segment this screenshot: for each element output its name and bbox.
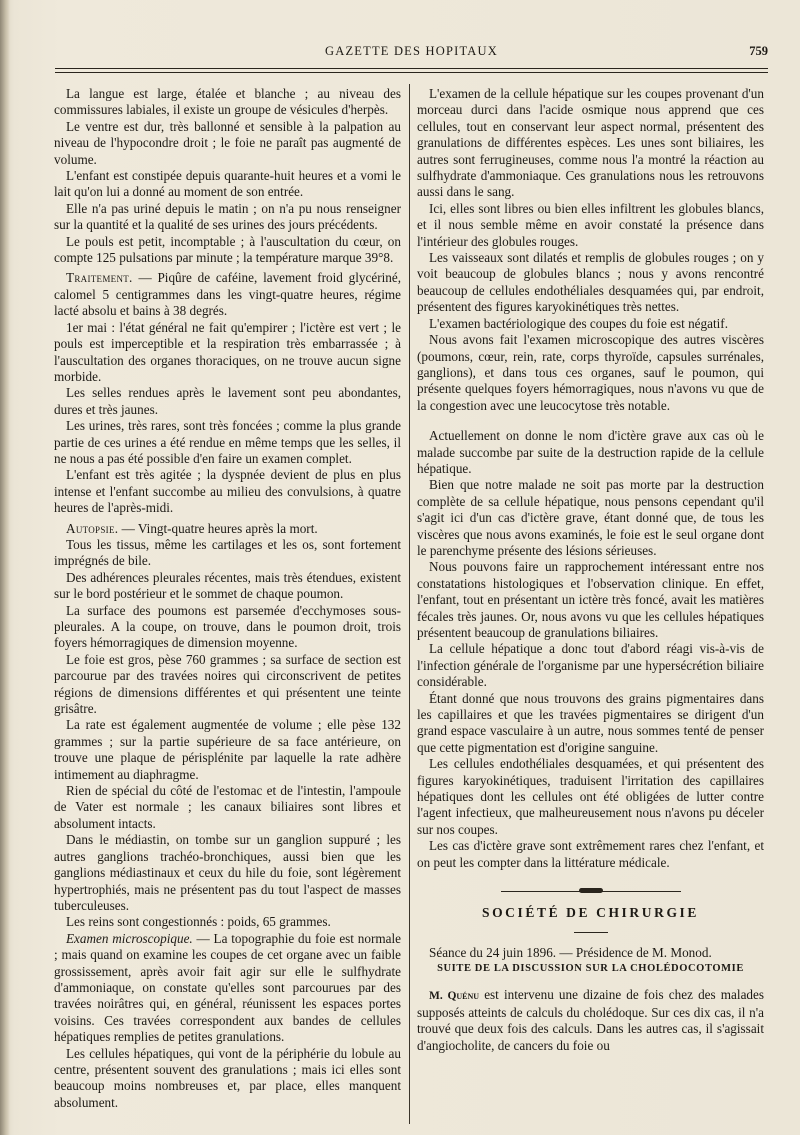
paragraph: L'examen de la cellule hépatique sur les coupes provenant d'un morceau durci dans l'acide osmique nous apprend que ces cellules, tout en conservant leur aspect normal, présentent des granulations de différentes espèces. Les unes sont biliaires, les autres sont ferrugineuses, comme nous l'a montré la réaction au sulfhydrate d'ammoniaque. Ces granulations nous les retrouvons aussi dans le sang. [417, 86, 764, 200]
paragraph: L'examen bactériologique des coupes du foie est négatif. [429, 315, 728, 331]
right-column [417, 86, 764, 1054]
paragraph: Les cellules hépatiques, qui vont de la périphérie du lobule au centre, présentent souvent des granulations ; mais ici elles sont beaucoup moins nombreuses et, par place, elles manquent absolument. [54, 1045, 401, 1110]
column-divider [409, 84, 410, 1124]
traitement-text: — Piqûre de caféine, lavement froid glycériné, calomel 5 centigrammes dans les vingt-quatre heures, régime lacté absolu et bains à 38 degrés. [54, 270, 401, 319]
paragraph: Rien de spécial du côté de l'estomac et de l'intestin, l'ampoule de Vater est normale ; les canaux biliaires sont libres et absolument intacts. [54, 783, 401, 831]
seance-line: Séance du 24 juin 1896. — Présidence de M. Monod. [429, 944, 712, 960]
header-rule-thin [55, 72, 768, 73]
paragraph: Actuellement on donne le nom d'ictère grave aux cas où le malade succombe par suite de la destruction rapide de la cellule hépatique. [417, 428, 764, 476]
paragraph-quenu [417, 987, 764, 1054]
paragraph: Les reins sont congestionnés : poids, 65 grammes. [66, 914, 331, 930]
paragraph: L'enfant est constipée depuis quarante-huit heures et a vomi le lait qu'on lui a donné au moment de son entrée. [54, 168, 401, 200]
paragraph: Nous pouvons faire un rapprochement intéressant entre nos constatations histologiques et l'observation clinique. En effet, l'enfant, tout en présentant un ictère très foncé, avait les matières fécales très jaunes. Or, nous avons vu que les cellules hépatiques présentent beaucoup de granulations biliaires. [417, 559, 764, 640]
section-title: SOCIÉTÉ DE CHIRURGIE [481, 905, 700, 921]
paragraph: Les vaisseaux sont dilatés et remplis de globules rouges ; on y voit beaucoup de globules blancs ; nous y avons rencontré beaucoup de cellules endothéliales desquamées qui, par endroit, présentent des figures karyokinétiques très nettes. [417, 250, 764, 315]
paragraph: Bien que notre malade ne soit pas morte par la destruction complète de sa cellule hépatique, nous pensons cependant qu'il s'agit ici d'un cas d'ictère grave, étant donné que, de tous les viscères que nous avons examinés, le foie est le seul organe dont le parenchyme présente des lésions sérieuses. [417, 477, 764, 558]
page-header [55, 44, 768, 66]
page-edge-shadow [0, 0, 10, 1135]
paragraph: Les cas d'ictère grave sont extrêmement rares chez l'enfant, et on peut les compter dans la littérature médicale. [417, 838, 764, 870]
examen-label: Examen microscopique. [66, 930, 193, 946]
paragraph: La cellule hépatique a donc tout d'abord réagi vis-à-vis de l'infection générale de l'organisme par une hypersécrétion biliaire considérable. [417, 641, 764, 690]
left-column [54, 86, 401, 1111]
header-rule-thick [55, 68, 768, 69]
paragraph-autopsie [54, 521, 401, 537]
section-short-rule [574, 932, 608, 933]
speaker-name: M. Quénu [429, 990, 480, 1003]
autopsie-text: — Vingt-quatre heures après la mort. [118, 520, 318, 536]
ornament-center [579, 888, 603, 893]
traitement-label: Traitement. [66, 270, 133, 286]
paragraph: Le foie est gros, pèse 760 grammes ; sa surface de section est parcourue par des travées noires qui circonscrivent de petites régions de dimensions différentes et qui présentent une teinte grisâtre. [54, 651, 401, 717]
paragraph: La rate est également augmentée de volume ; elle pèse 132 grammes ; sur la partie supérieure de sa face antérieure, on trouve une plaque de périsplénite par laquelle la rate adhère intimement au diaphragme. [54, 717, 401, 782]
paragraph: L'enfant est très agitée ; la dyspnée devient de plus en plus intense et l'enfant succombe au milieu des convulsions, à quatre heures de l'après-midi. [54, 467, 401, 516]
paragraph: Des adhérences pleurales récentes, mais très étendues, existent sur le bord postérieur et le sommet de chaque poumon. [54, 569, 401, 602]
examen-text: — La topographie du foie est normale ; mais quand on examine les coupes de cet organe avec un faible grossissement, après avoir fait agir sur elle le sulfhydrate d'ammoniaque, on constate qu'elles sont parcourues par des travées noirâtres qui, en général, réunissent les espaces portes voisins. Ces travées correspondent aux bandes de cellules hépatiques remplies de petites granulations. [54, 930, 401, 1045]
paragraph: Tous les tissus, même les cartilages et les os, sont fortement imprégnés de bile. [54, 536, 401, 569]
page-number: 759 [749, 44, 768, 58]
publication-title: GAZETTE DES HOPITAUX [325, 44, 498, 58]
speaker-text: est intervenu une dizaine de fois chez des malades supposés atteints de calculs du cholédoque. Sur ces dix cas, il n'a trouvé que deux fois des calculs. Dans les autres cas, il s'agissait d'angiocholite, de cancers du foie ou [417, 987, 765, 1053]
paragraph-examen [54, 931, 401, 1046]
paragraph: Ici, elles sont libres ou bien elles infiltrent les globules blancs, et il nous semble même en avoir constaté la présence dans l'intérieur des globules rouges. [417, 200, 764, 249]
paragraph-traitement [54, 270, 401, 319]
autopsie-label: Autopsie. [66, 520, 119, 536]
paragraph: Les urines, très rares, sont très foncées ; comme la plus grande partie de ces urines a été rendue en même temps que les selles, il ne nous a pas été possible d'en faire un examen complet. [54, 418, 401, 466]
paragraph: Elle n'a pas uriné depuis le matin ; on n'a pu nous renseigner sur la quantité et la qualité de ses urines des jours précédents. [54, 200, 401, 233]
paragraph: Les cellules endothéliales desquamées, et qui présentent des figures karyokinétiques, traduisent l'irritation des capillaires hépatiques dont les cellules ont été obligées de lutter contre l'agent infectieux, que malheureusement nous n'avons pu déceler sur nos coupes. [417, 756, 764, 837]
paragraph: Dans le médiastin, on tombe sur un ganglion suppuré ; les autres ganglions trachéo-bronchiques, aussi bien que les ganglions médiastinaux et ceux du hile du foie, sont légèrement hypertrophiés, mais ne présentent pas du tout l'aspect de masses tuberculeuses. [54, 832, 401, 913]
paragraph: La surface des poumons est parsemée d'ecchymoses sous-pleurales. A la coupe, on trouve, dans le poumon droit, trois foyers hémorragiques de dimension moyenne. [54, 602, 401, 651]
paragraph: Nous avons fait l'examen microscopique des autres viscères (poumons, cœur, rein, rate, corps thyroïde, capsules surrénales, ganglions), et dans tous ces organes, sauf le poumon, qui présente quelques foyers hémorragiques, nous n'avons vu que de la congestion avec une leucocytose très notable. [417, 332, 764, 413]
discussion-subhead: SUITE DE LA DISCUSSION SUR LA CHOLÉDOCOTOMIE [437, 962, 744, 974]
paragraph: 1er mai : l'état général ne fait qu'empirer ; l'ictère est vert ; le pouls est imperceptible et la respiration très embarrassée ; à l'auscultation des organes thoraciques, on ne trouve aucun signe morbide. [54, 319, 401, 384]
paragraph: Étant donné que nous trouvons des grains pigmentaires dans les capillaires et que les travées pigmentaires se dirigent d'un grand espace vasculaire à un autre, nous sommes tenté de penser que cette pigmentation est d'origine sanguine. [417, 690, 764, 755]
paragraph: Les selles rendues après le lavement sont peu abondantes, dures et très jaunes. [54, 385, 401, 417]
paragraph: Le ventre est dur, très ballonné et sensible à la palpation au niveau de l'hypocondre droit ; le foie ne paraît pas augmenté de volume. [54, 118, 401, 167]
paragraph: Le pouls est petit, incomptable ; à l'auscultation du cœur, on compte 125 pulsations par minute ; la température marque 39°8. [54, 233, 401, 266]
section-ornament [501, 887, 681, 895]
paragraph: La langue est large, étalée et blanche ; au niveau des commissures labiales, il existe un groupe de vésicules d'herpès. [54, 86, 401, 118]
